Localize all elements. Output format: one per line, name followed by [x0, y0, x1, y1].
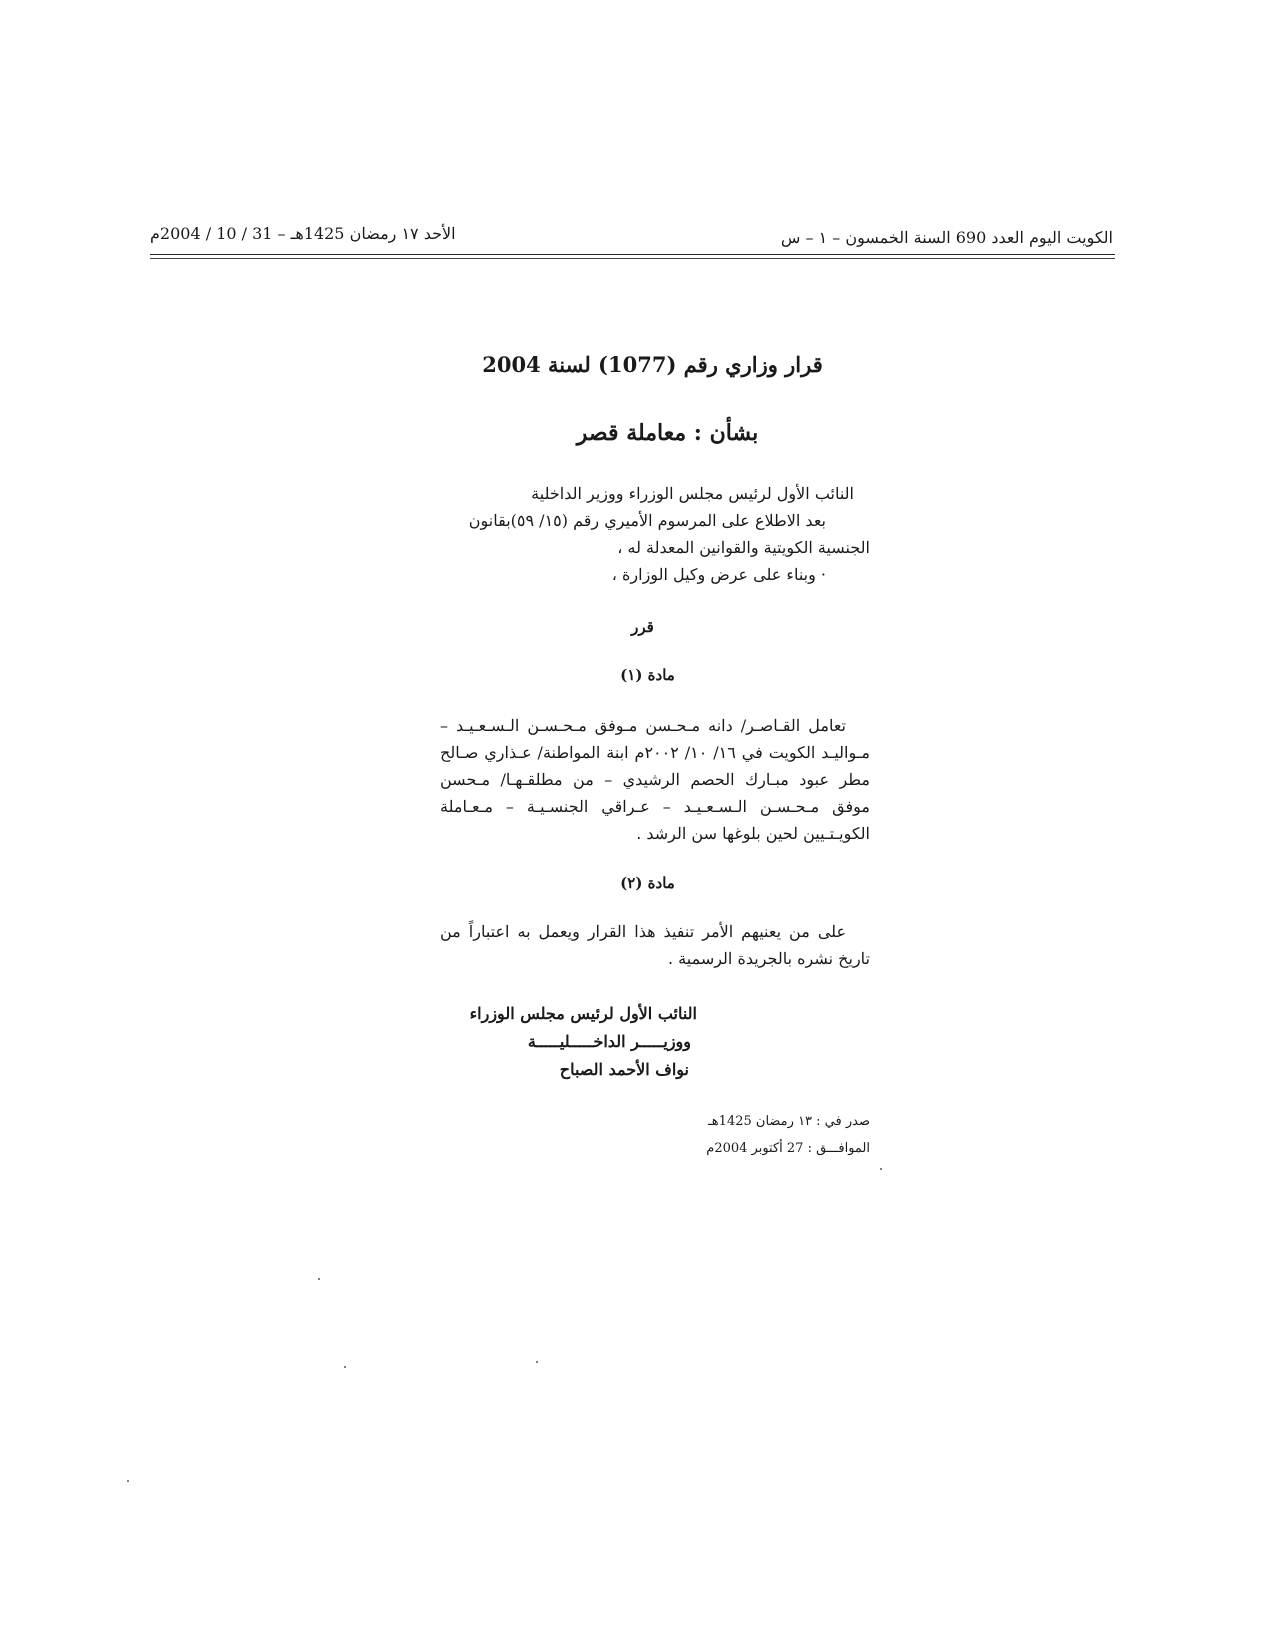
issued-block — [706, 1108, 870, 1162]
header-issue-info: الكويت اليوم العدد 690 السنة الخمسون – ١ – س — [780, 228, 1113, 247]
decree-title: قرار وزاري رقم (1077) لسنة 2004 — [482, 352, 823, 377]
header-rule — [150, 254, 1115, 255]
signature-title: النائب الأول لرئيس مجلس الوزراء — [469, 1004, 697, 1023]
preamble-line: بعد الاطلاع على المرسوم الأميري رقم (١٥/ ٥٩)بقانون — [468, 511, 826, 530]
decided-heading: قرر — [631, 618, 654, 636]
header-date: الأحد ١٧ رمضان 1425هـ – 31 / 10 / 2004م — [150, 224, 456, 243]
scan-speck — [344, 1366, 346, 1368]
preamble-line: · وبناء على عرض وكيل الوزارة ، — [611, 565, 826, 584]
preamble — [410, 480, 870, 588]
signature-ministry: ووزيـــــر الداخـــــليـــــة — [527, 1032, 691, 1051]
issued-gregorian-date: الموافـــق : 27 أكتوبر 2004م — [706, 1141, 870, 1156]
article-2-text: على من يعنيهم الأمر تنفيذ هذا القرار ويعمل به اعتباراً من تاريخ نشره بالجريدة الرسمية . — [440, 922, 870, 968]
article-1-text: تعامل القـاصـر/ دانه مـحـسن مـوفق مـحـسـن الـسـعـيـد – مـواليـد الكويت في ١٦/ ١٠/ ٢٠٠٢م ابنة المواطنة/ عـذاري صـالح مطر عبود مبـارك الحصم الرشيدي – من مطلقـهـا/ مـحسن موفق مـحـسـن الـسـعـيـد – عـراقي الجنسـيـة – مـعـاملة الكويـتـيين لحين بلوغها سن الرشد . — [440, 716, 870, 843]
issued-hijri-date: صدر في : ١٣ رمضان 1425هـ — [708, 1114, 870, 1129]
preamble-line: الجنسية الكويتية والقوانين المعدلة له ، — [617, 538, 870, 557]
article-2-heading: مادة (٢) — [620, 874, 675, 892]
article-1-heading: مادة (١) — [620, 666, 675, 684]
preamble-line: النائب الأول لرئيس مجلس الوزراء ووزير الداخلية — [531, 484, 854, 503]
scan-speck — [880, 1168, 882, 1170]
scan-speck — [127, 1480, 129, 1482]
signature-block — [470, 1000, 697, 1084]
scan-speck — [318, 1278, 320, 1280]
header-rule-secondary — [150, 258, 1115, 259]
signature-name: نواف الأحمد الصباح — [559, 1060, 689, 1079]
scan-speck — [536, 1361, 538, 1363]
decree-subject: بشأن : معاملة قصر — [576, 420, 759, 446]
